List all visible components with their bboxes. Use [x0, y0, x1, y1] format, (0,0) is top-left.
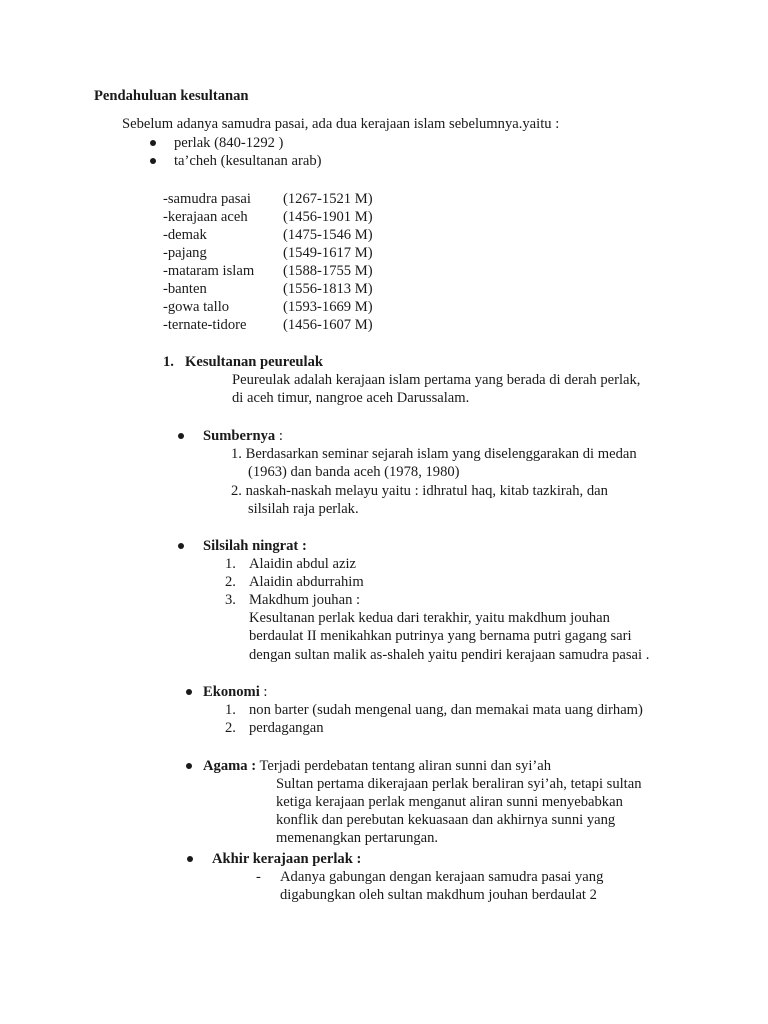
sultanate-name: -mataram islam: [163, 263, 255, 279]
bullet-icon: [186, 689, 192, 695]
sumber-heading: Sumbernya :: [203, 428, 283, 444]
agama-heading: Agama : Terjadi perdebatan tentang aliran sunni dan syi’ah: [203, 758, 552, 774]
sultanate-years: (1588-1755 M): [283, 263, 373, 279]
early-kingdom-item: ta’cheh (kesultanan arab): [174, 153, 322, 169]
sumber-line: (1963) dan banda aceh (1978, 1980): [248, 464, 460, 480]
list-item: Alaidin abdul aziz: [249, 556, 356, 572]
section-heading: Kesultanan peureulak: [185, 354, 323, 370]
sultanate-name: -samudra pasai: [163, 191, 251, 207]
list-item: Makdhum jouhan :: [249, 592, 361, 608]
bullet-icon: [187, 856, 193, 862]
silsilah-heading: Silsilah ningrat :: [203, 538, 307, 554]
silsilah-note: dengan sultan malik as-shaleh yaitu pendiri kerajaan samudra pasai .: [249, 647, 650, 663]
dash-marker: -: [256, 869, 261, 885]
sultanate-years: (1593-1669 M): [283, 299, 373, 315]
sultanate-years: (1556-1813 M): [283, 281, 373, 297]
sultanate-name: -ternate-tidore: [163, 317, 247, 333]
list-item: Alaidin abdurrahim: [249, 574, 364, 590]
sultanate-years: (1475-1546 M): [283, 227, 373, 243]
sultanate-years: (1456-1607 M): [283, 317, 373, 333]
agama-line: memenangkan pertarungan.: [276, 830, 439, 846]
early-kingdom-item: perlak (840-1292 ): [174, 135, 284, 151]
list-item: perdagangan: [249, 720, 324, 736]
silsilah-note: Kesultanan perlak kedua dari terakhir, yaitu makdhum jouhan: [249, 610, 610, 626]
list-number: 2.: [225, 574, 236, 590]
agama-line: konflik dan perebutan kekuasaan dan akhirnya sunni yang: [276, 812, 616, 828]
sumber-line: 2. naskah-naskah melayu yaitu : idhratul haq, kitab tazkirah, dan: [231, 483, 608, 499]
section-description: Peureulak adalah kerajaan islam pertama yang berada di derah perlak,: [232, 372, 641, 388]
silsilah-note: berdaulat II menikahkan putrinya yang bernama putri gagang sari: [249, 628, 632, 644]
sultanate-years: (1456-1901 M): [283, 209, 373, 225]
agama-line: Sultan pertama dikerajaan perlak beraliran syi’ah, tetapi sultan: [276, 776, 642, 792]
bullet-icon: [178, 433, 184, 439]
sultanate-name: -gowa tallo: [163, 299, 230, 315]
bullet-icon: [150, 140, 156, 146]
list-item: non barter (sudah mengenal uang, dan memakai mata uang dirham): [249, 702, 643, 718]
section-number: 1.: [163, 354, 174, 370]
page-title: Pendahuluan kesultanan: [94, 88, 249, 104]
sultanate-name: -pajang: [163, 245, 207, 261]
intro-text: Sebelum adanya samudra pasai, ada dua kerajaan islam sebelumnya.yaitu :: [122, 116, 560, 132]
list-number: 1.: [225, 702, 236, 718]
bullet-icon: [186, 763, 192, 769]
list-number: 1.: [225, 556, 236, 572]
section-description: di aceh timur, nangroe aceh Darussalam.: [232, 390, 470, 406]
sumber-line: 1. Berdasarkan seminar sejarah islam yang diselenggarakan di medan: [231, 446, 637, 462]
sultanate-years: (1267-1521 M): [283, 191, 373, 207]
akhir-heading: Akhir kerajaan perlak :: [212, 851, 362, 867]
sultanate-name: -kerajaan aceh: [163, 209, 248, 225]
sultanate-name: -demak: [163, 227, 207, 243]
akhir-line: digabungkan oleh sultan makdhum jouhan berdaulat 2: [280, 887, 597, 903]
ekonomi-heading: Ekonomi :: [203, 684, 268, 700]
sumber-line: silsilah raja perlak.: [248, 501, 359, 517]
akhir-line: Adanya gabungan dengan kerajaan samudra pasai yang: [280, 869, 604, 885]
bullet-icon: [178, 543, 184, 549]
sultanate-years: (1549-1617 M): [283, 245, 373, 261]
list-number: 2.: [225, 720, 236, 736]
sultanate-name: -banten: [163, 281, 207, 297]
agama-line: ketiga kerajaan perlak menganut aliran sunni menyebabkan: [276, 794, 623, 810]
bullet-icon: [150, 158, 156, 164]
list-number: 3.: [225, 592, 236, 608]
